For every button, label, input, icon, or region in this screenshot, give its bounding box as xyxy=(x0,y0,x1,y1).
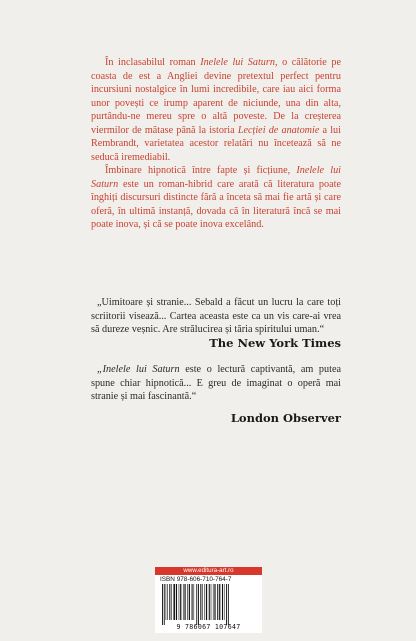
quote-source-nyt: The New York Times xyxy=(209,336,341,350)
quote-text: „Uimitoare și stranie... Sebald a făcut un lucru la care toți scriitorii visează... Cartea aceasta este ca un vis care-ai vrea să dureze veșnic. Are strălucirea și tăria spiritului uman.“ xyxy=(91,297,341,335)
blurb-paragraph-2: Îmbinare hipnotică între fapte și ficțiune, Inelele lui Saturn este un roman-hibrid care arată că literatura poate înghiți discursuri distincte fără a înceta să mai fie artă și care oferă, în ultimă instanță, dovada că în literatură încă se mai poate inova, și că se poate inova excelând. xyxy=(91,165,342,230)
publisher-url: www.editura-art.ro xyxy=(155,567,262,575)
blurb-paragraph-1: În inclasabilul roman Inelele lui Saturn, o călătorie pe coasta de est a Angliei devine pretextul perfect pentru incursiuni nostalgice în lumi incredibile, care iau aici forma unor povești ce irump aparent de niciunde, una din alta, purtându-ne mereu spre o altă poveste. De la creșterea viermilor de mătase până la istoria Lecției de anatomie a lui Rembrandt, varietatea acestor relatări nu încetează să ne seducă iremediabil. xyxy=(91,57,341,163)
quote-source-observer: London Observer xyxy=(230,411,341,425)
isbn-text: ISBN 978-606-710-764-7 xyxy=(160,576,232,583)
barcode-label xyxy=(155,567,262,633)
review-quote-2 xyxy=(91,363,341,404)
painting-title: Lecției de anatomie xyxy=(237,124,320,136)
blurb-text xyxy=(91,56,341,232)
book-title: Inelele lui Saturn xyxy=(200,57,275,68)
book-title: Inelele lui Saturn xyxy=(91,165,342,190)
review-quote-1 xyxy=(91,296,341,337)
quote-text: „Inelele lui Saturn este o lectură captivantă, am putea spune chiar hipnotică... E greu de imaginat o operă mai stranie și mai fascinantă.“ xyxy=(91,364,341,402)
barcode-digits: 9 786067 107647 xyxy=(176,623,241,631)
barcode-bars xyxy=(158,584,258,625)
book-title: „Inelele lui Saturn xyxy=(97,364,180,375)
